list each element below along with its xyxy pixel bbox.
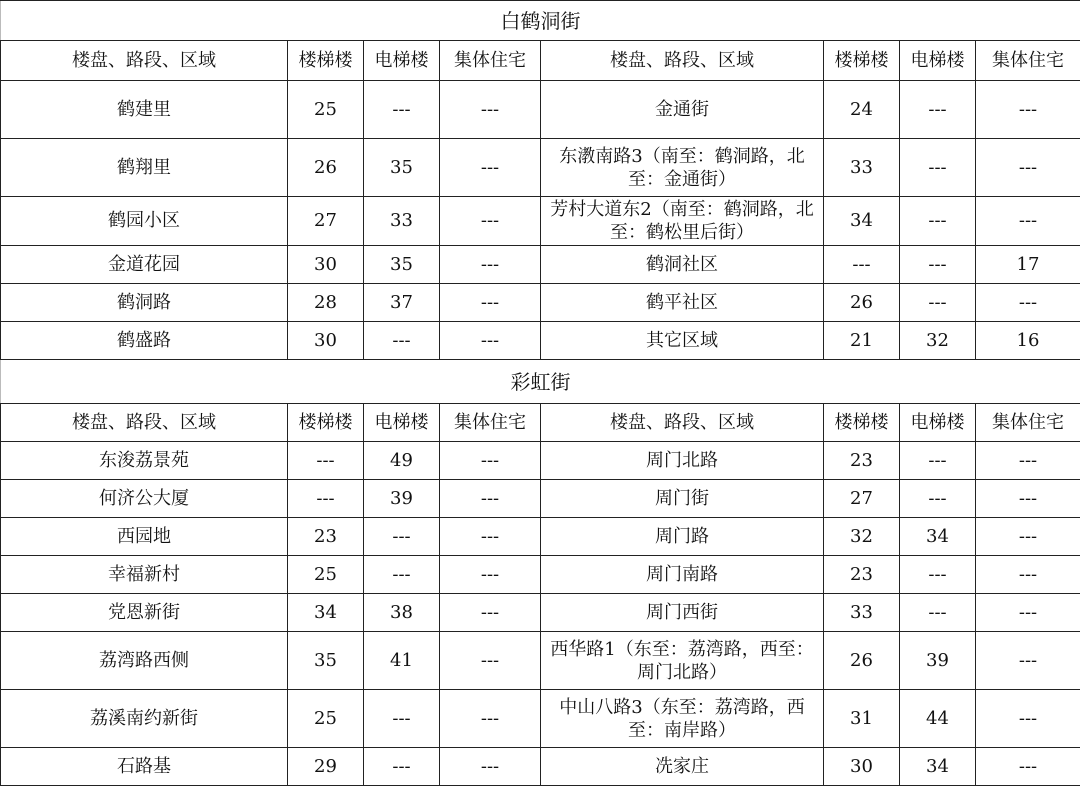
price-cell: 26 [824, 632, 900, 690]
price-cell: 27 [824, 480, 900, 518]
header-row [1, 41, 1080, 81]
area-name-cell: 荔湾路西侧 [1, 632, 288, 690]
price-cell: 28 [288, 284, 364, 322]
area-name-cell: 周门西街 [541, 594, 824, 632]
area-name-cell: 周门街 [541, 480, 824, 518]
price-cell: --- [976, 284, 1080, 322]
price-cell: 38 [364, 594, 440, 632]
price-cell: 39 [364, 480, 440, 518]
column-header: 集体住宅 [976, 41, 1080, 81]
price-cell: 23 [824, 556, 900, 594]
area-name-cell: 鹤建里 [1, 81, 288, 139]
price-cell: 29 [288, 748, 364, 786]
section-title: 白鹤洞街 [1, 1, 1080, 41]
price-cell: --- [976, 748, 1080, 786]
price-cell: --- [900, 139, 976, 197]
price-cell: --- [976, 594, 1080, 632]
price-cell: --- [440, 197, 541, 246]
area-name-cell: 东浚荔景苑 [1, 442, 288, 480]
price-cell: --- [440, 442, 541, 480]
price-cell: 26 [824, 284, 900, 322]
price-cell: --- [364, 322, 440, 360]
price-cell: 35 [364, 246, 440, 284]
table-row [1, 690, 1080, 748]
column-header: 楼盘、路段、区域 [1, 41, 288, 81]
price-cell: --- [440, 284, 541, 322]
price-cell: 24 [824, 81, 900, 139]
area-name-cell: 石路基 [1, 748, 288, 786]
price-cell: --- [440, 632, 541, 690]
price-cell: --- [440, 594, 541, 632]
table-row [1, 246, 1080, 284]
price-cell: --- [976, 197, 1080, 246]
area-name-cell: 周门南路 [541, 556, 824, 594]
area-name-cell: 冼家庄 [541, 748, 824, 786]
price-cell: --- [976, 81, 1080, 139]
column-header: 集体住宅 [976, 404, 1080, 442]
price-cell: 32 [824, 518, 900, 556]
area-name-cell: 西华路1（东至：荔湾路，西至：周门北路） [541, 632, 824, 690]
price-cell: 26 [288, 139, 364, 197]
table-row [1, 139, 1080, 197]
price-cell: --- [440, 81, 541, 139]
table-row [1, 518, 1080, 556]
column-header: 楼盘、路段、区域 [1, 404, 288, 442]
table-row [1, 284, 1080, 322]
price-cell: 41 [364, 632, 440, 690]
price-cell: --- [440, 139, 541, 197]
column-header: 楼梯楼 [288, 41, 364, 81]
price-cell: 23 [824, 442, 900, 480]
price-cell: 30 [824, 748, 900, 786]
table-row [1, 480, 1080, 518]
price-cell: 33 [824, 594, 900, 632]
price-cell: 35 [288, 632, 364, 690]
price-cell: 23 [288, 518, 364, 556]
area-name-cell: 金道花园 [1, 246, 288, 284]
price-cell: --- [364, 81, 440, 139]
column-header: 楼梯楼 [824, 41, 900, 81]
price-cell: --- [976, 556, 1080, 594]
price-cell: --- [440, 556, 541, 594]
price-cell: --- [288, 442, 364, 480]
price-cell: --- [364, 748, 440, 786]
price-cell: --- [440, 246, 541, 284]
area-name-cell: 鹤平社区 [541, 284, 824, 322]
table-row [1, 322, 1080, 360]
price-cell: 37 [364, 284, 440, 322]
price-cell: --- [440, 518, 541, 556]
table-row [1, 556, 1080, 594]
area-name-cell: 鹤洞路 [1, 284, 288, 322]
price-cell: --- [900, 442, 976, 480]
section-title: 彩虹街 [1, 360, 1080, 404]
column-header: 楼梯楼 [288, 404, 364, 442]
price-cell: --- [288, 480, 364, 518]
price-cell: --- [976, 518, 1080, 556]
price-cell: --- [900, 197, 976, 246]
table-row [1, 442, 1080, 480]
price-cell: 25 [288, 81, 364, 139]
price-cell: 25 [288, 690, 364, 748]
column-header: 电梯楼 [364, 41, 440, 81]
price-cell: 25 [288, 556, 364, 594]
price-cell: 16 [976, 322, 1080, 360]
table-row [1, 632, 1080, 690]
price-cell: 17 [976, 246, 1080, 284]
price-cell: --- [976, 480, 1080, 518]
price-cell: --- [976, 632, 1080, 690]
price-cell: 27 [288, 197, 364, 246]
area-name-cell: 何济公大厦 [1, 480, 288, 518]
price-cell: 34 [824, 197, 900, 246]
price-cell: --- [976, 442, 1080, 480]
area-name-cell: 周门路 [541, 518, 824, 556]
table-row [1, 748, 1080, 786]
price-cell: 34 [288, 594, 364, 632]
price-cell: --- [364, 518, 440, 556]
table-row [1, 594, 1080, 632]
column-header: 电梯楼 [364, 404, 440, 442]
area-name-cell: 周门北路 [541, 442, 824, 480]
price-cell: --- [440, 480, 541, 518]
price-cell: --- [900, 594, 976, 632]
price-cell: 44 [900, 690, 976, 748]
price-cell: 35 [364, 139, 440, 197]
area-name-cell: 中山八路3（东至：荔湾路，西至：南岸路） [541, 690, 824, 748]
price-cell: 39 [900, 632, 976, 690]
price-cell: --- [900, 246, 976, 284]
price-cell: 31 [824, 690, 900, 748]
column-header: 集体住宅 [440, 41, 541, 81]
price-cell: --- [364, 556, 440, 594]
section-title-row [1, 360, 1080, 404]
area-name-cell: 荔溪南约新街 [1, 690, 288, 748]
column-header: 楼盘、路段、区域 [541, 404, 824, 442]
price-cell: 32 [900, 322, 976, 360]
price-cell: --- [900, 480, 976, 518]
table-row [1, 81, 1080, 139]
area-name-cell: 鹤洞社区 [541, 246, 824, 284]
price-cell: --- [900, 556, 976, 594]
area-name-cell: 东漖南路3（南至：鹤洞路，北至：金通街） [541, 139, 824, 197]
section-title-row [1, 1, 1080, 41]
price-cell: --- [440, 748, 541, 786]
price-cell: 33 [824, 139, 900, 197]
column-header: 集体住宅 [440, 404, 541, 442]
area-name-cell: 幸福新村 [1, 556, 288, 594]
price-cell: --- [364, 690, 440, 748]
table-row [1, 197, 1080, 246]
area-name-cell: 西园地 [1, 518, 288, 556]
price-cell: 33 [364, 197, 440, 246]
area-name-cell: 金通街 [541, 81, 824, 139]
area-name-cell: 芳村大道东2（南至：鹤洞路，北至：鹤松里后街） [541, 197, 824, 246]
price-cell: --- [440, 690, 541, 748]
price-cell: --- [976, 690, 1080, 748]
area-name-cell: 鹤园小区 [1, 197, 288, 246]
price-cell: 34 [900, 748, 976, 786]
header-row [1, 404, 1080, 442]
area-name-cell: 鹤翔里 [1, 139, 288, 197]
price-cell: --- [900, 81, 976, 139]
price-cell: --- [440, 322, 541, 360]
column-header: 楼梯楼 [824, 404, 900, 442]
price-cell: 34 [900, 518, 976, 556]
column-header: 楼盘、路段、区域 [541, 41, 824, 81]
column-header: 电梯楼 [900, 404, 976, 442]
area-name-cell: 其它区域 [541, 322, 824, 360]
price-cell: 30 [288, 246, 364, 284]
price-cell: 21 [824, 322, 900, 360]
column-header: 电梯楼 [900, 41, 976, 81]
price-cell: --- [900, 284, 976, 322]
area-name-cell: 鹤盛路 [1, 322, 288, 360]
price-cell: --- [976, 139, 1080, 197]
price-cell: 30 [288, 322, 364, 360]
area-name-cell: 党恩新街 [1, 594, 288, 632]
price-cell: --- [824, 246, 900, 284]
price-cell: 49 [364, 442, 440, 480]
